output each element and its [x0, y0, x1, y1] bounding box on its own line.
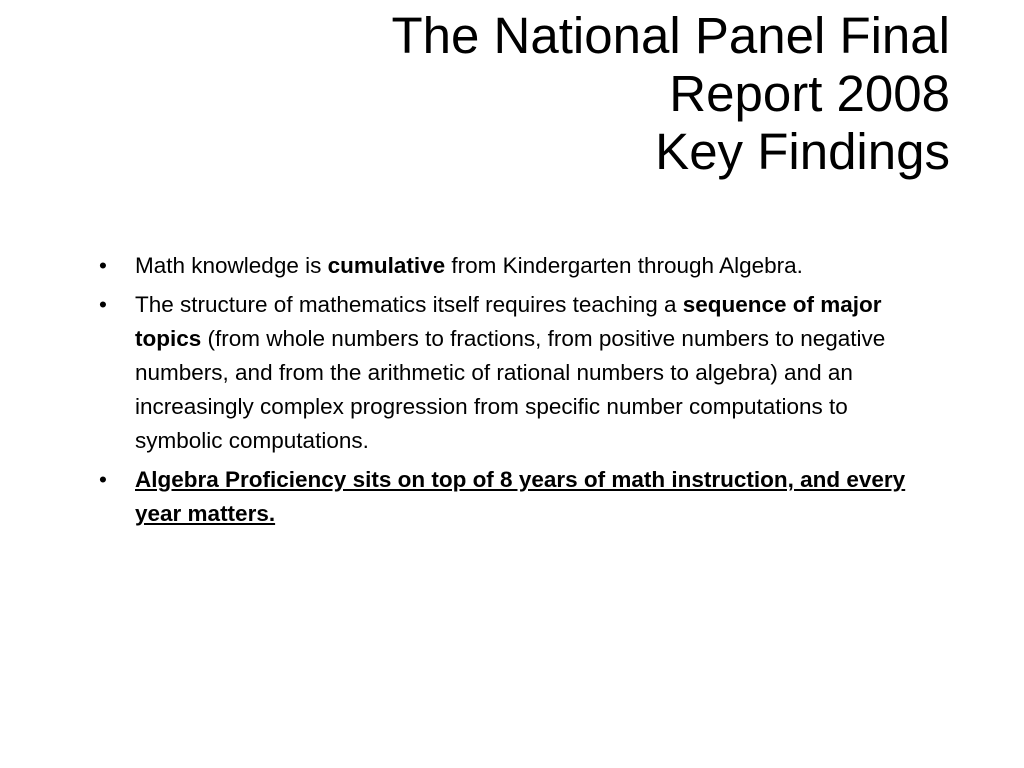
bullet-item-3 — [96, 463, 926, 531]
bullet-icon: • — [99, 292, 107, 317]
bullet-1-text-bold: cumulative — [327, 253, 446, 278]
bullet-item-2 — [96, 288, 926, 458]
title-line-3: Key Findings — [655, 123, 950, 180]
bullet-1-text-post: from Kindergarten through Algebra. — [445, 253, 803, 278]
slide-title — [70, 7, 950, 181]
bullet-1-text-pre: Math knowledge is — [135, 253, 328, 278]
bullet-icon: • — [99, 253, 107, 278]
bullet-list — [96, 249, 926, 536]
bullet-2-text-bold: sequence of major topics — [135, 292, 882, 351]
bullet-icon: • — [99, 467, 107, 492]
title-line-2: Report 2008 — [669, 65, 950, 122]
bullet-3-text: Algebra Proficiency sits on top of 8 years of math instruction, and every year matters. — [135, 467, 906, 526]
bullet-2-text-post: (from whole numbers to fractions, from positive numbers to negative numbers, and from the arithmetic of rational numbers to algebra) and an increasingly complex progression from specific number computations to symbolic computations. — [135, 326, 886, 453]
bullet-2-text-pre: The structure of mathematics itself requires teaching a — [135, 292, 683, 317]
bullet-item-1 — [96, 249, 926, 283]
title-line-1: The National Panel Final — [391, 7, 950, 64]
